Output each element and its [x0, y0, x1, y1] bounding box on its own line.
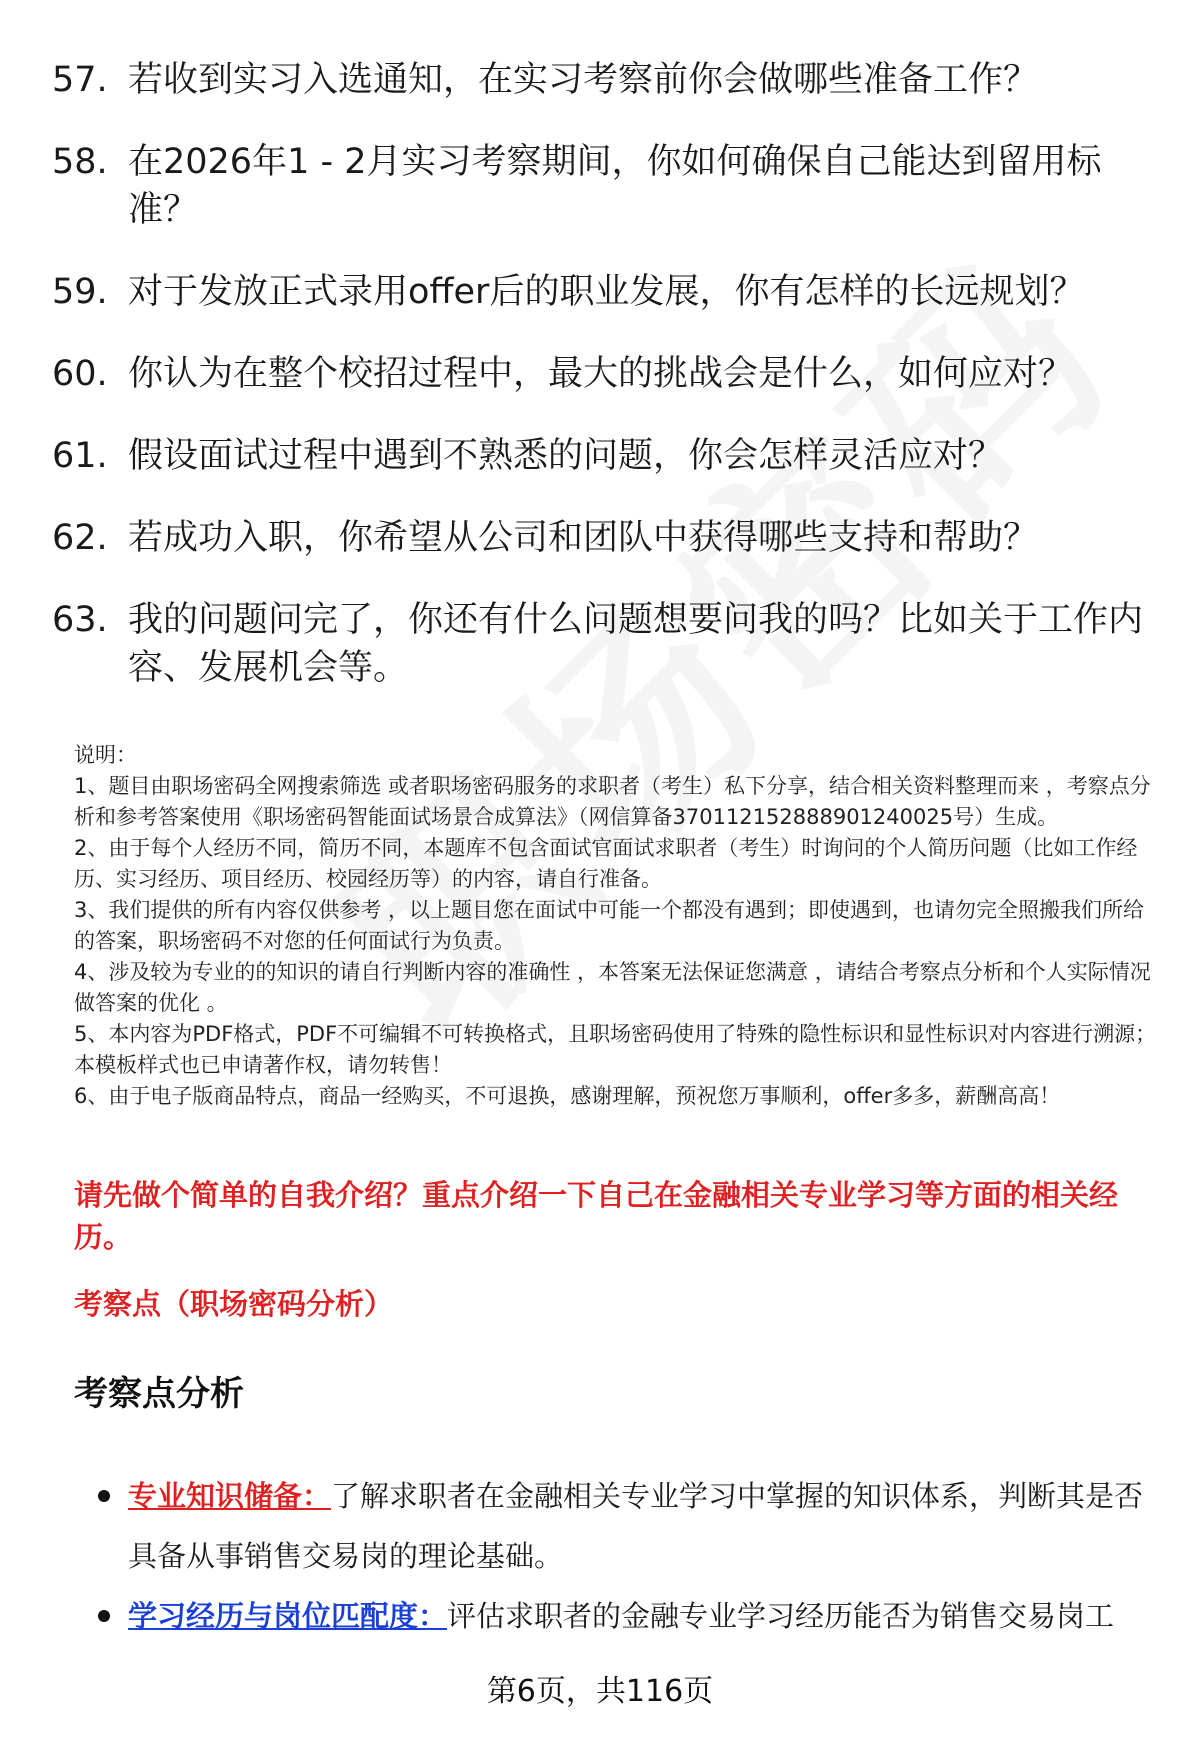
bullet-dot-icon: [98, 1610, 110, 1622]
question-item: [52, 350, 1152, 398]
note-item: 6、由于电子版商品特点，商品一经购买，不可退换，感谢理解，预祝您万事顺利，offer多多，薪酬高高！: [74, 1084, 1061, 1108]
bullet-text: 了解求职者在金融相关专业学习中掌握的知识体系，判断其是否具备从事销售交易岗的理论基础。: [128, 1479, 1144, 1573]
question-text: 你认为在整个校招过程中，最大的挑战会是什么，如何应对？: [128, 354, 1074, 394]
exam-point-label: 考察点（职场密码分析）: [74, 1287, 394, 1321]
note-item: 1、题目由职场密码全网搜索筛选 或者职场密码服务的求职者（考生）私下分享，结合相关资料整理而来 ，考察点分析和参考答案使用《职场密码智能面试场景合成算法》（网信算备370112152888901240025号）生成。: [74, 774, 1151, 829]
question-number: 62.: [52, 518, 108, 558]
notes-heading: 说明：: [74, 743, 137, 767]
question-number: 61.: [52, 436, 108, 476]
question-number: 60.: [52, 354, 108, 394]
question-number: 59.: [52, 272, 108, 312]
question-number: 57.: [52, 60, 108, 100]
page-number: 第6页，共116页: [486, 1674, 714, 1709]
bullet-text: 评估求职者的金融专业学习经历能否为销售交易岗工: [447, 1599, 1115, 1633]
analysis-heading: 考察点分析: [74, 1374, 244, 1414]
question-text: 对于发放正式录用offer后的职业发展，你有怎样的长远规划？: [128, 272, 1085, 312]
question-list: [52, 56, 1152, 726]
question-item: [52, 138, 1152, 234]
analysis-bullet: [96, 1586, 1146, 1646]
question-item: [52, 432, 1152, 480]
analysis-bullet: [96, 1466, 1146, 1586]
note-item: 2、由于每个人经历不同，简历不同，本题库不包含面试官面试求职者（考生）时询问的个人简历问题（比如工作经历、实习经历、项目经历、校园经历等）的内容，请自行准备。: [74, 836, 1138, 891]
note-item: 3、我们提供的所有内容仅供参考 ，以上题目您在面试中可能一个都没有遇到；即使遇到，也请勿完全照搬我们所给的答案，职场密码不对您的任何面试行为负责。: [74, 898, 1145, 953]
interview-question: 请先做个简单的自我介绍？重点介绍一下自己在金融相关专业学习等方面的相关经历。: [74, 1178, 1119, 1254]
question-text: 我的问题问完了，你还有什么问题想要问我的吗？比如关于工作内容、发展机会等。: [128, 600, 1144, 688]
note-item: 5、本内容为PDF格式，PDF不可编辑不可转换格式，且职场密码使用了特殊的隐性标识和显性标识对内容进行溯源；本模板样式也已申请著作权，请勿转售！: [74, 1022, 1157, 1077]
bullet-label: 学习经历与岗位匹配度：: [128, 1599, 448, 1633]
question-text: 若成功入职，你希望从公司和团队中获得哪些支持和帮助？: [128, 518, 1039, 558]
bullet-label: 专业知识储备：: [128, 1479, 332, 1513]
question-text: 若收到实习入选通知，在实习考察前你会做哪些准备工作？: [128, 60, 1039, 100]
bullet-dot-icon: [98, 1490, 110, 1502]
question-item: [52, 596, 1152, 692]
note-item: 4、涉及较为专业的的知识的请自行判断内容的准确性 ，本答案无法保证您满意 ，请结合考察点分析和个人实际情况做答案的优化 。: [74, 960, 1151, 1015]
disclaimer-notes: [74, 740, 1160, 1112]
question-number: 63.: [52, 600, 108, 640]
question-text: 假设面试过程中遇到不熟悉的问题，你会怎样灵活应对？: [128, 436, 1004, 476]
question-text: 在2026年1 - 2月实习考察期间，你如何确保自己能达到留用标准？: [128, 142, 1102, 230]
question-item: [52, 268, 1152, 316]
question-number: 58.: [52, 142, 108, 182]
question-item: [52, 56, 1152, 104]
analysis-bullet-list: [96, 1466, 1146, 1646]
question-item: [52, 514, 1152, 562]
